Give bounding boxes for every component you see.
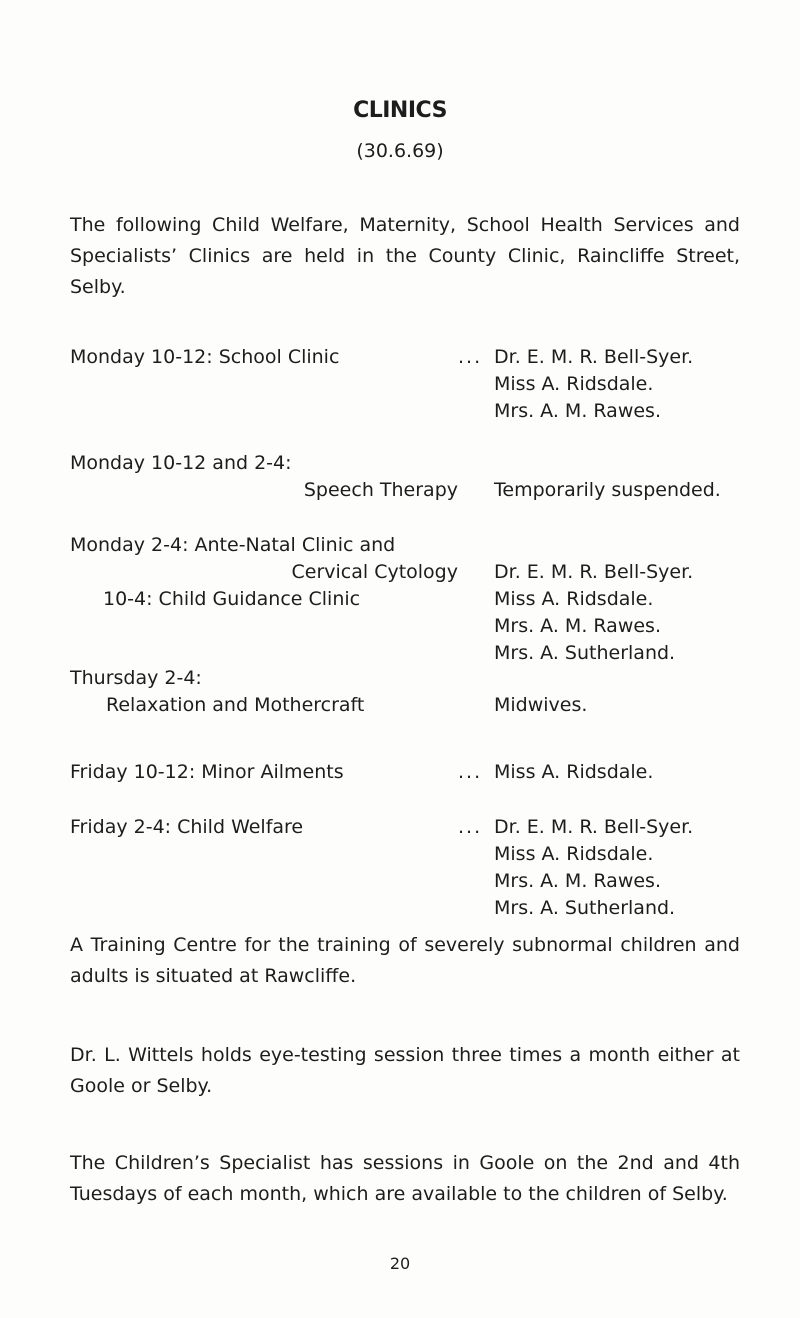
- clinic-service-label: Speech Therapy: [303, 479, 458, 501]
- leader-dots: ...: [458, 816, 483, 838]
- staff-name: Mrs. A. Sutherland.: [494, 897, 676, 919]
- clinic-service-label: Cervical Cytology: [291, 561, 458, 583]
- staff-name: Temporarily suspended.: [494, 479, 721, 501]
- clinic-time-label: Thursday 2-4:: [70, 667, 202, 689]
- eye-testing-paragraph: Dr. L. Wittels holds eye-testing session three times a month either at Goole or Selby.: [70, 1044, 740, 1097]
- staff-name: Mrs. A. M. Rawes.: [494, 400, 661, 422]
- clinic-time-label: Monday 10-12 and 2-4:: [70, 452, 292, 474]
- staff-name: Miss A. Ridsdale.: [494, 761, 654, 783]
- staff-name: Mrs. A. Sutherland.: [494, 642, 676, 664]
- staff-name: Midwives.: [494, 694, 588, 716]
- staff-name: Mrs. A. M. Rawes.: [494, 615, 661, 637]
- clinic-time-label: Friday 10-12: Minor Ailments: [70, 761, 344, 783]
- staff-name: Dr. E. M. R. Bell-Syer.: [494, 561, 694, 583]
- staff-name: Miss A. Ridsdale.: [494, 373, 654, 395]
- clinic-time-label: Monday 10-12: School Clinic: [70, 346, 340, 368]
- staff-name: Miss A. Ridsdale.: [494, 588, 654, 610]
- date-subtitle: (30.6.69): [356, 140, 444, 162]
- specialist-paragraph: The Children’s Specialist has sessions in Goole on the 2nd and 4th Tuesdays of each month, which are available to the children of Selby.: [70, 1152, 740, 1205]
- clinic-service-label: Relaxation and Mothercraft: [106, 694, 365, 716]
- staff-name: Mrs. A. M. Rawes.: [494, 870, 661, 892]
- leader-dots: ...: [458, 346, 483, 368]
- staff-name: Miss A. Ridsdale.: [494, 843, 654, 865]
- staff-name: Dr. E. M. R. Bell-Syer.: [494, 346, 694, 368]
- staff-name: Dr. E. M. R. Bell-Syer.: [494, 816, 694, 838]
- clinic-time-label: 10-4: Child Guidance Clinic: [103, 588, 361, 610]
- page-number: 20: [389, 1254, 411, 1273]
- intro-paragraph: The following Child Welfare, Maternity, School Health Services and Specialists’ Clinics are held in the County Clinic, Raincliffe Street, Selby.: [70, 214, 740, 298]
- clinic-time-label: Monday 2-4: Ante-Natal Clinic and: [70, 534, 396, 556]
- page-title: CLINICS: [353, 98, 447, 123]
- leader-dots: ...: [458, 761, 483, 783]
- clinic-time-label: Friday 2-4: Child Welfare: [70, 816, 304, 838]
- training-centre-paragraph: A Training Centre for the training of severely subnormal children and adults is situated at Rawcliffe.: [70, 934, 740, 987]
